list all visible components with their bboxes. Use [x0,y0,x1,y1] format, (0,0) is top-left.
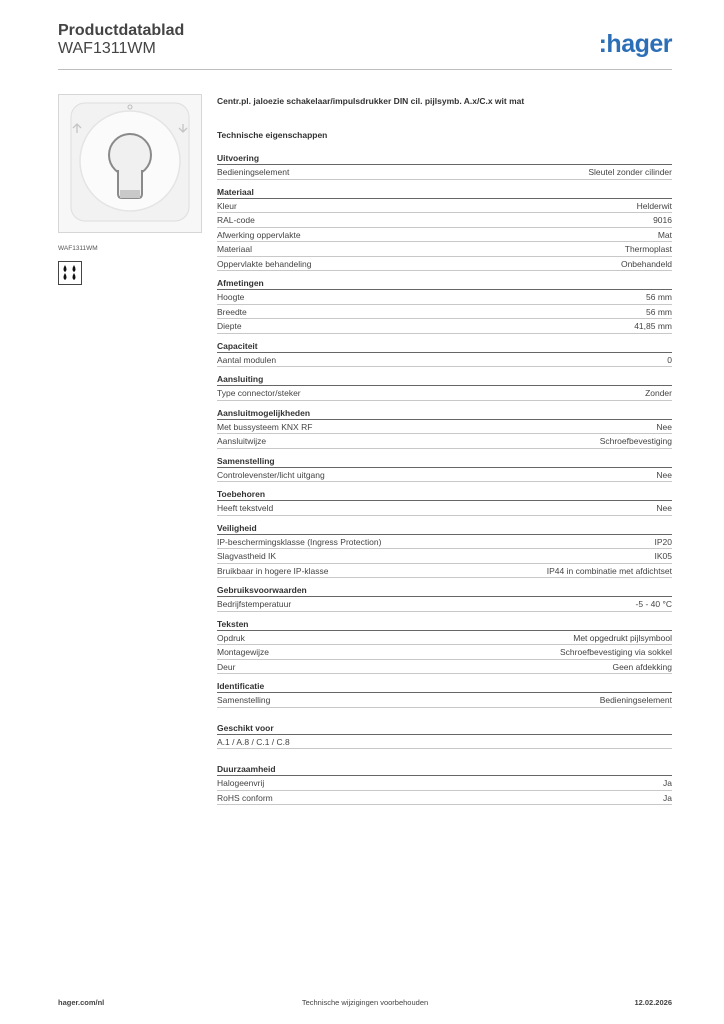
spec-row [217,420,672,435]
spec-value: IK05 [654,551,672,561]
spec-section [217,455,672,483]
footer-website-link[interactable]: hager.com/nl [58,998,105,1007]
ip20-drops-icon [58,261,82,285]
spec-value: Helderwit [636,200,672,211]
spec-section [217,763,672,805]
spec-row [217,319,672,334]
spec-section [217,407,672,449]
spec-row [217,434,672,449]
spec-section [217,488,672,516]
spec-value: Schroefbevestiging via sokkel [560,647,672,657]
spec-value: -5 - 40 °C [635,599,672,609]
product-image [58,94,202,233]
spec-row [217,290,672,305]
document-title: Productdatablad [58,22,185,39]
spec-row [217,353,672,368]
section-title: Aansluitmogelijkheden [217,407,672,420]
spec-row [217,501,672,516]
footer-disclaimer: Technische wijzigingen voorbehouden [301,998,429,1007]
section-title: Capaciteit [217,340,672,353]
spec-label: Bedieningselement [217,167,290,177]
spec-value: Geen afdekking [612,661,672,672]
spec-value: Nee [656,469,672,480]
spec-section [217,277,672,334]
spec-label: RoHS conform [217,792,273,803]
section-title: Identificatie [217,680,672,693]
spec-sections [217,152,672,805]
section-title: Afmetingen [217,277,672,290]
spec-row [217,305,672,320]
spec-label: Halogeenvrij [217,778,265,788]
spec-value: Bedieningselement [599,695,672,705]
spec-row [217,549,672,564]
section-title: Materiaal [217,186,672,199]
spec-label: RAL-code [217,215,255,225]
section-title: Veiligheid [217,522,672,535]
spec-row [217,468,672,483]
spec-label: Diepte [217,321,242,331]
spec-section [217,152,672,180]
spec-value: Met opgedrukt pijlsymbool [573,632,672,643]
spec-row [217,645,672,660]
spec-value: Zonder [645,388,672,398]
spec-section [217,584,672,612]
spec-row [217,165,672,180]
spec-label: Bruikbaar in hogere IP-klasse [217,565,329,576]
hager-logo: :hager [598,30,672,58]
spec-section [217,618,672,675]
section-title: Gebruiksvoorwaarden [217,584,672,597]
spec-row [217,242,672,257]
spec-row [217,735,672,750]
spec-value: Mat [657,229,672,240]
spec-label: Hoogte [217,292,245,302]
technical-heading: Technische eigenschappen [217,130,328,140]
spec-value: 56 mm [646,306,672,317]
spec-value: Thermoplast [624,244,672,254]
spec-label: Deur [217,661,236,672]
spec-value: 56 mm [646,292,672,302]
spec-row [217,631,672,646]
section-title: Geschikt voor [217,722,672,735]
spec-label: Bedrijfstemperatuur [217,599,292,609]
spec-value: 0 [667,354,672,365]
spec-value: Nee [656,503,672,513]
spec-section [217,522,672,579]
footer-date: 12.02.2026 [634,998,672,1007]
spec-label: Oppervlakte behandeling [217,258,312,269]
spec-label: Type connector/steker [217,388,301,398]
spec-row [217,228,672,243]
spec-row [217,257,672,272]
spec-section [217,722,672,750]
spec-row [217,660,672,675]
spec-label: Afwerking oppervlakte [217,229,301,240]
spec-value: 41,85 mm [634,321,672,331]
spec-section [217,373,672,401]
section-title: Uitvoering [217,152,672,165]
spec-label: Kleur [217,200,237,211]
section-title: Toebehoren [217,488,672,501]
spec-row [217,199,672,214]
spec-label: Slagvastheid IK [217,551,277,561]
spec-row [217,776,672,791]
section-title: Samenstelling [217,455,672,468]
spec-value: Ja [663,778,672,788]
spec-label: Heeft tekstveld [217,503,274,513]
section-title: Aansluiting [217,373,672,386]
spec-row [217,597,672,612]
spec-label: Aansluitwijze [217,436,267,446]
product-code: WAF1311WM [58,40,156,57]
spec-label: Opdruk [217,632,245,643]
spec-label: IP-beschermingsklasse (Ingress Protection) [217,536,382,547]
spec-value: Onbehandeld [620,258,672,269]
page-header [58,22,672,70]
spec-section [217,186,672,272]
spec-label: Montagewijze [217,647,269,657]
product-visual-column [58,94,202,285]
spec-label: Samenstelling [217,695,271,705]
spec-label: Aantal modulen [217,354,277,365]
spec-value: 9016 [653,215,672,225]
spec-row [217,386,672,401]
spec-label: Materiaal [217,244,252,254]
spec-label: Breedte [217,306,247,317]
key-switch-cover-icon [59,95,201,232]
spec-section [217,340,672,368]
product-description: Centr.pl. jaloezie schakelaar/impulsdrukker DIN cil. pijlsymb. A.x/C.x wit mat [217,96,525,106]
spec-value: Ja [663,792,672,803]
spec-row [217,791,672,806]
section-title: Teksten [217,618,672,631]
spec-value: IP20 [654,536,672,547]
spec-row [217,213,672,228]
spec-row [217,564,672,579]
spec-section [217,680,672,708]
spec-value: Nee [656,421,672,432]
spec-value: Sleutel zonder cilinder [588,167,672,177]
spec-content [217,96,672,811]
image-caption: WAF1311WM [58,245,98,252]
spec-label: Controlevenster/licht uitgang [217,469,325,480]
spec-row [217,535,672,550]
spec-value: IP44 in combinatie met afdichtset [546,565,672,576]
spec-label: Met bussysteem KNX RF [217,421,313,432]
spec-label: A.1 / A.8 / C.1 / C.8 [217,736,290,747]
spec-row [217,693,672,708]
spec-value: Schroefbevestiging [599,436,672,446]
section-title: Duurzaamheid [217,763,672,776]
